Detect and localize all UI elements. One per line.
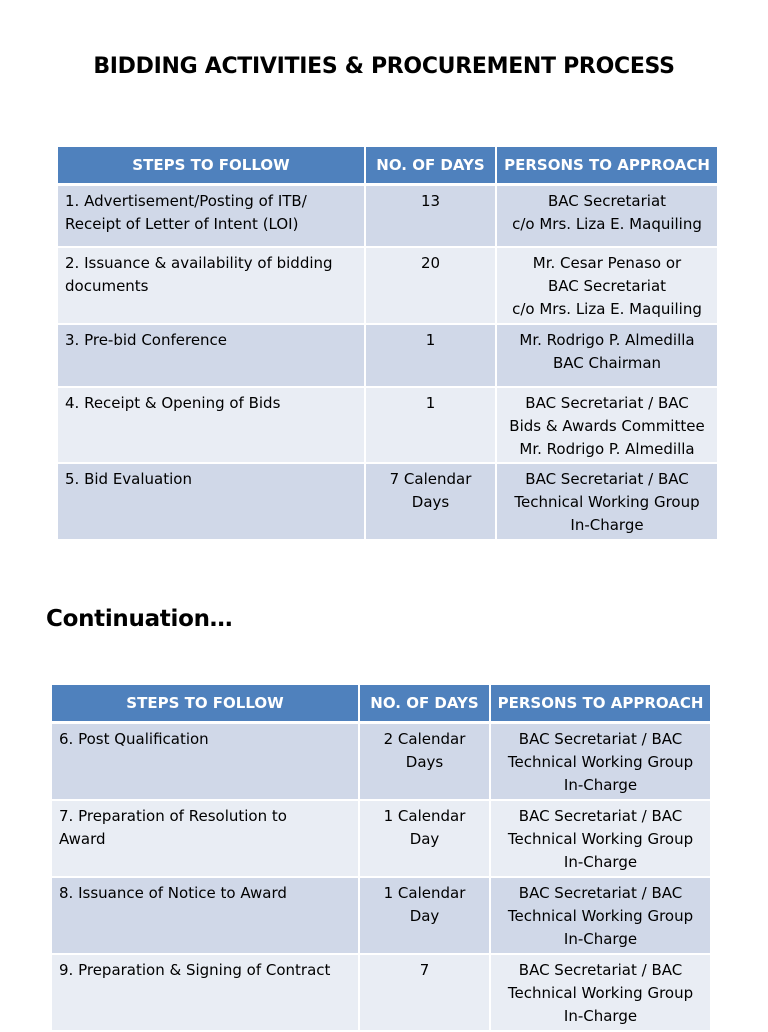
step-text: 8. Issuance of Notice to Award <box>59 883 287 902</box>
persons-text: Mr. Cesar Penaso or <box>532 253 682 272</box>
persons-cell <box>496 324 717 387</box>
table-row <box>58 247 717 324</box>
step-cell <box>52 954 359 1031</box>
persons-text: In-Charge <box>563 776 638 794</box>
step-cell <box>58 387 365 463</box>
persons-text: In-Charge <box>563 1006 638 1025</box>
persons-cell <box>496 463 717 540</box>
persons-text: BAC Secretariat / BAC <box>518 806 683 825</box>
persons-text: BAC Secretariat / BAC <box>525 393 689 412</box>
days-text: 1 <box>425 393 436 412</box>
days-cell <box>365 185 496 247</box>
step-cell <box>58 324 365 387</box>
step-text: 6. Post Qualification <box>59 730 209 748</box>
persons-cell <box>496 247 717 324</box>
persons-text: BAC Secretariat / BAC <box>518 960 683 979</box>
step-text: documents <box>65 276 149 295</box>
table-row <box>58 387 717 463</box>
header-days: NO. OF DAYS <box>365 147 496 185</box>
persons-cell <box>490 877 710 954</box>
days-text: 13 <box>420 192 441 210</box>
table-header-row <box>58 147 717 185</box>
step-cell <box>52 877 359 954</box>
table-row <box>52 723 710 800</box>
table-row <box>52 800 710 877</box>
days-text: Days <box>411 492 450 511</box>
days-text: 1 Calendar <box>383 806 466 825</box>
days-text: Day <box>409 829 440 848</box>
table-row <box>52 877 710 954</box>
persons-text: In-Charge <box>570 515 644 534</box>
continuation-heading: Continuation… <box>46 606 233 632</box>
header-persons: PERSONS TO APPROACH <box>490 685 710 723</box>
persons-text: c/o Mrs. Liza E. Maquiling <box>512 299 702 318</box>
table-header-row <box>52 685 710 723</box>
days-cell <box>365 387 496 463</box>
step-text: 3. Pre-bid Conference <box>65 330 228 349</box>
persons-text: Technical Working Group <box>507 983 694 1002</box>
days-cell <box>365 324 496 387</box>
days-text: Days <box>405 753 444 771</box>
persons-cell <box>496 387 717 463</box>
days-text: 20 <box>420 253 441 272</box>
step-text: 7. Preparation of Resolution to <box>59 806 287 825</box>
persons-text: c/o Mrs. Liza E. Maquiling <box>512 215 702 233</box>
days-text: 2 Calendar <box>383 730 466 748</box>
persons-text: In-Charge <box>563 852 638 871</box>
days-cell <box>359 877 490 954</box>
persons-text: In-Charge <box>563 929 638 948</box>
persons-text: BAC Secretariat <box>547 276 667 295</box>
days-cell <box>359 723 490 800</box>
table-row <box>58 463 717 540</box>
step-cell <box>58 185 365 247</box>
days-cell <box>365 463 496 540</box>
persons-text: Technical Working Group <box>507 753 694 771</box>
step-text: Receipt of Letter of Intent (LOI) <box>65 215 299 233</box>
header-days: NO. OF DAYS <box>359 685 490 723</box>
procurement-steps-table <box>58 147 717 541</box>
days-text: Day <box>409 906 440 925</box>
header-steps: STEPS TO FOLLOW <box>52 685 359 723</box>
days-cell <box>359 800 490 877</box>
step-text: 2. Issuance & availability of bidding <box>65 253 333 272</box>
days-text: 1 Calendar <box>383 883 466 902</box>
persons-text: BAC Secretariat / BAC <box>518 883 683 902</box>
page-title: BIDDING ACTIVITIES & PROCUREMENT PROCESS <box>93 54 675 79</box>
table-row <box>52 954 710 1031</box>
table-row <box>58 324 717 387</box>
persons-text: Technical Working Group <box>507 829 694 848</box>
persons-cell <box>496 185 717 247</box>
persons-text: BAC Secretariat <box>547 192 667 210</box>
days-text: 1 <box>425 330 436 349</box>
header-persons: PERSONS TO APPROACH <box>496 147 717 185</box>
step-cell <box>58 247 365 324</box>
persons-cell <box>490 800 710 877</box>
step-text: 5. Bid Evaluation <box>65 469 192 488</box>
persons-text: Bids & Awards Committee <box>509 416 705 435</box>
days-cell <box>359 954 490 1031</box>
step-text: 9. Preparation & Signing of Contract <box>59 960 331 979</box>
persons-text: Mr. Rodrigo P. Almedilla <box>519 439 695 458</box>
persons-text: Technical Working Group <box>514 492 700 511</box>
persons-text: BAC Secretariat / BAC <box>518 730 683 748</box>
persons-text: BAC Secretariat / BAC <box>525 469 689 488</box>
persons-text: Mr. Rodrigo P. Almedilla <box>519 330 695 349</box>
days-cell <box>365 247 496 324</box>
days-text: 7 Calendar <box>389 469 472 488</box>
table-row <box>58 185 717 247</box>
step-cell <box>52 800 359 877</box>
persons-text: Technical Working Group <box>507 906 694 925</box>
step-cell <box>52 723 359 800</box>
days-text: 7 <box>419 960 430 979</box>
step-text: Award <box>59 829 106 848</box>
persons-cell <box>490 954 710 1031</box>
header-steps: STEPS TO FOLLOW <box>58 147 365 185</box>
step-text: 4. Receipt & Opening of Bids <box>65 393 281 412</box>
persons-cell <box>490 723 710 800</box>
step-text: 1. Advertisement/Posting of ITB/ <box>65 192 307 210</box>
step-cell <box>58 463 365 540</box>
procurement-steps-continuation-table <box>52 685 710 1032</box>
persons-text: BAC Chairman <box>552 353 662 372</box>
